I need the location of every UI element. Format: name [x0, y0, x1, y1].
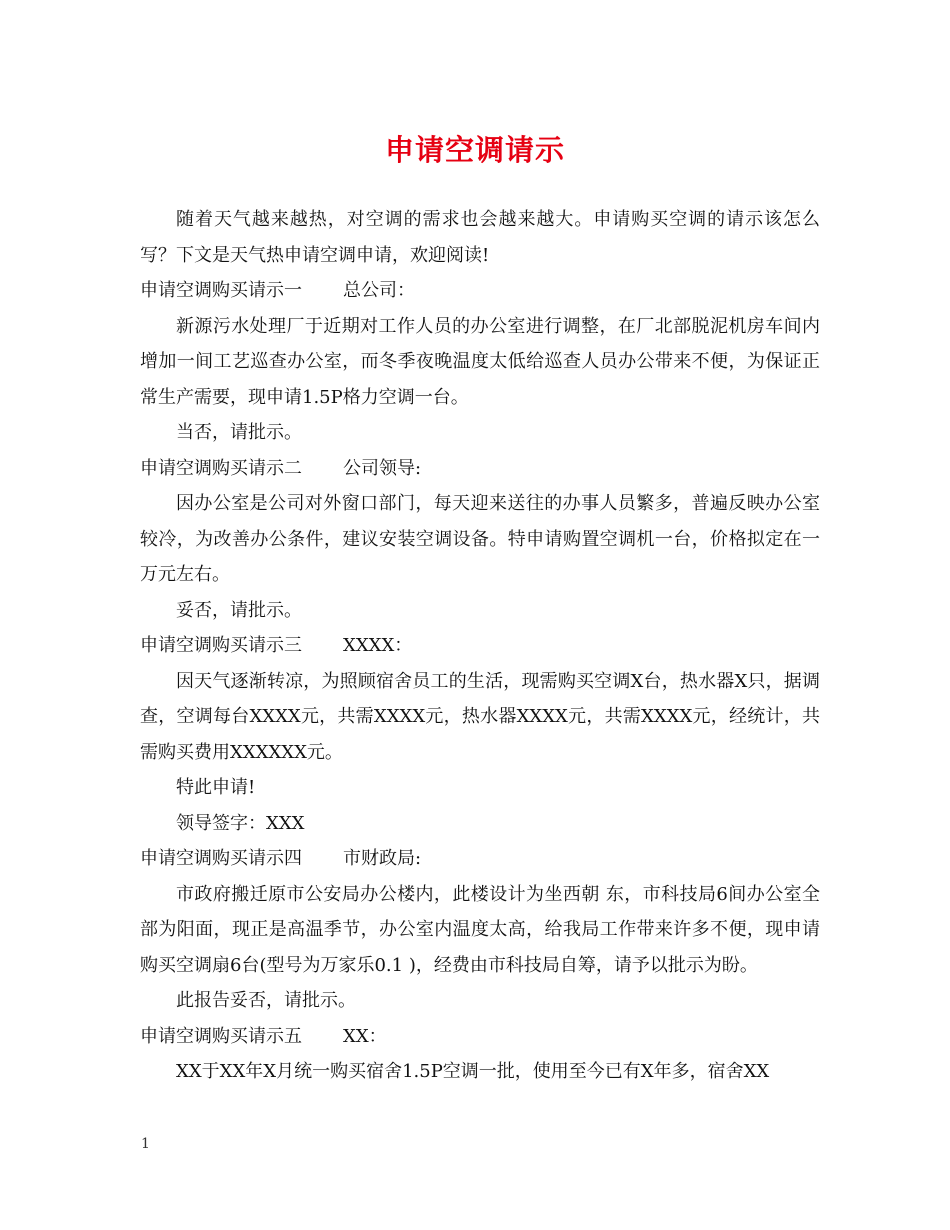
section-heading-recipient: 总公司： [343, 280, 415, 301]
page-number: 1 [141, 1136, 150, 1152]
section-heading-title: 申请空调购买请示二 [140, 457, 302, 479]
body-paragraph: XX于XX年X月统一购买宿舍1.5P空调一批，使用至今已有X年多，宿舍XX [176, 1061, 770, 1082]
section-heading-title: 申请空调购买请示五 [140, 1025, 302, 1047]
section-heading-recipient: 市财政局: [343, 848, 422, 869]
section-heading-5 [140, 1019, 820, 1055]
section-heading-recipient: 公司领导: [343, 457, 422, 479]
body-paragraph: 因天气逐渐转凉，为照顾宿舍员工的生活，现需购买空调X台，热水器X只，据调查，空调每台XXXX元，共需XXXX元，热水器XXXX元，共需XXXX元，经统计，共需购买费用XXXXXX元。 [140, 670, 820, 763]
section-heading-title: 申请空调购买请示四 [140, 848, 302, 869]
section-heading-2 [140, 451, 820, 487]
document-body [140, 202, 820, 1090]
section-heading-title: 申请空调购买请示三 [140, 635, 302, 656]
body-paragraph: 因办公室是公司对外窗口部门，每天迎来送往的办事人员繁多，普遍反映办公室较冷，为改善办公条件，建议安装空调设备。特申请购置空调机一台，价格拟定在一万元左右。 [140, 493, 820, 585]
section-heading-recipient: XXXX： [343, 635, 413, 656]
body-paragraph: 新源污水处理厂于近期对工作人员的办公室进行调整，在厂北部脱泥机房车间内增加一间工艺巡查办公室，而冬季夜晚温度太低给巡查人员办公带来不便，为保证正常生产需要，现申请1.5P格力空调一台。 [140, 315, 820, 408]
document-title: 申请空调请示 [384, 133, 565, 167]
closing-line: 此报告妥否，请批示。 [176, 990, 356, 1011]
closing-line: 当否，请批示。 [176, 422, 302, 443]
section-heading-3 [140, 628, 820, 664]
signature-line: 领导签字：XXX [176, 812, 305, 834]
body-paragraph: 市政府搬迁原市公安局办公楼内，此楼设计为坐西朝 东，市科技局6间办公室全部为阳面，现正是高温季节，办公室内温度太高，给我局工作带来许多不便，现申请购买空调扇6台(型号为万家乐0.1 )，经费由市科技局自筹，请予以批示为盼。 [140, 883, 820, 976]
section-heading-recipient: XX： [343, 1025, 387, 1047]
section-heading-4 [140, 841, 820, 877]
closing-line: 妥否，请批示。 [176, 599, 302, 621]
section-heading-1 [140, 273, 820, 309]
section-heading-title: 申请空调购买请示一 [140, 280, 302, 301]
intro-paragraph: 随着天气越来越热，对空调的需求也会越来越大。申请购买空调的请示该怎么写？下文是天气热申请空调申请，欢迎阅读! [140, 209, 820, 266]
closing-line: 特此申请! [176, 777, 256, 798]
